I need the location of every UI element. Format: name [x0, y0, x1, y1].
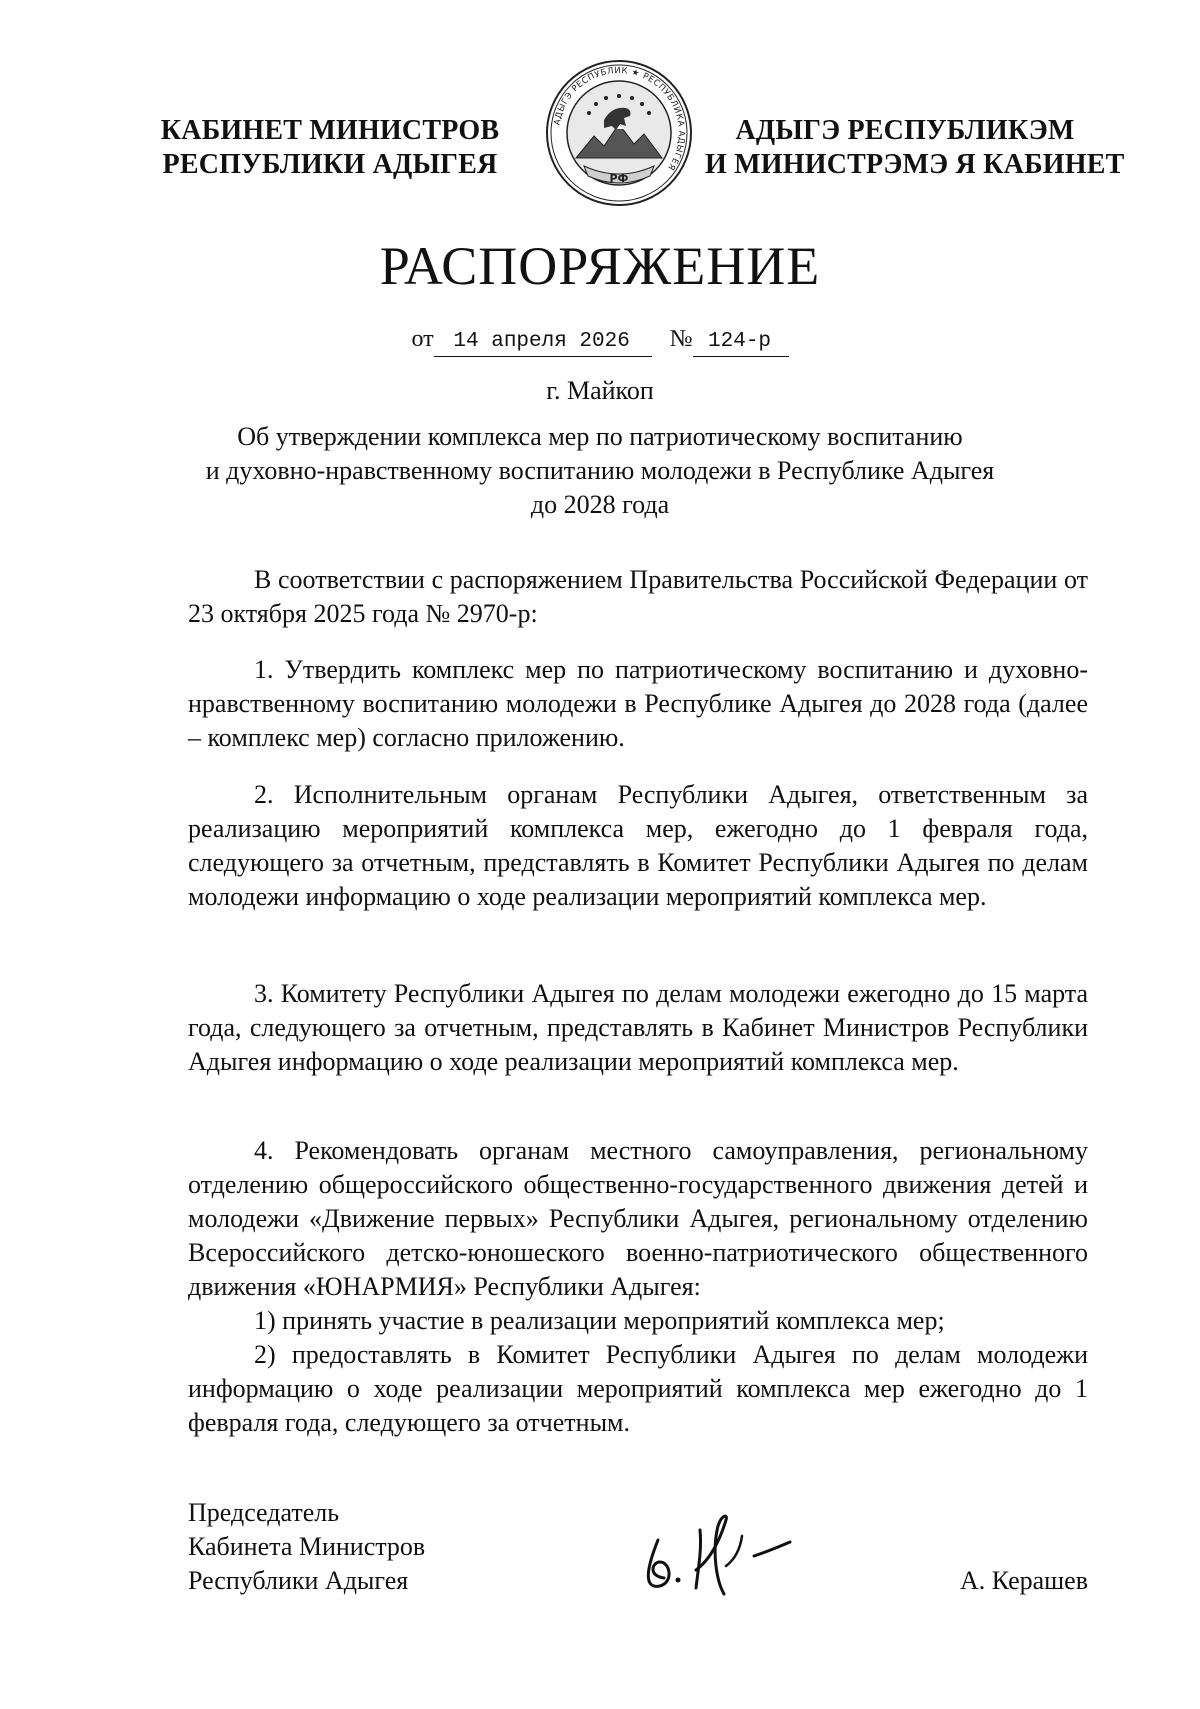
subject-line-3: до 2028 года	[530, 490, 670, 519]
paragraph-1-text: 1. Утвердить комплекс мер по патриотическому воспитанию и духовно-нравственному воспитанию молодежи в Республике Адыгея до 2028 года (далее – комплекс мер) согласно приложению.	[188, 655, 1088, 752]
handwritten-signature-icon	[630, 1490, 830, 1600]
paragraph-4-text: 4. Рекомендовать органам местного самоуправления, региональному отделению общероссийского общественно-государственного движения детей и молодежи «Движение первых» Республики Адыгея, региональному отделению Всероссийского детско-юношеского военно-патриотического общественного движения «ЮНАРМИЯ» Республики Адыгея:	[188, 1136, 1088, 1301]
paragraph-2	[188, 778, 1088, 914]
paragraph-1	[188, 653, 1088, 755]
svg-text:РФ: РФ	[609, 172, 629, 185]
header-issuer-adyghe	[705, 114, 1125, 182]
preamble-paragraph	[188, 563, 1088, 631]
preamble-text: В соответствии с распоряжением Правительства Российской Федерации от 23 октября 2025 года № 2970-р:	[188, 565, 1088, 628]
document-number: 124-р	[693, 329, 789, 357]
paragraph-3	[188, 977, 1088, 1079]
header-right-line-2: И МИНИСТРЭМЭ Я КАБИНЕТ	[705, 149, 1125, 180]
paragraph-4-item-2: 2) предоставлять в Комитет Республики Адыгея по делам молодежи информацию о ходе реализации мероприятий комплекса мер ежегодно до 1 февраля года, следующего за отчетным.	[188, 1340, 1088, 1437]
subject-line-1: Об утверждении комплекса мер по патриотическому воспитанию	[237, 422, 963, 451]
document-title: РАСПОРЯЖЕНИЕ	[379, 236, 821, 296]
registration-line	[0, 324, 1200, 357]
paragraph-4-item-1: 1) принять участие в реализации мероприятий комплекса мер;	[254, 1306, 945, 1335]
position-line-2: Кабинета Министров	[188, 1532, 426, 1561]
signatory-position	[188, 1496, 425, 1598]
document-subject	[160, 420, 1040, 522]
header-right-line-1: АДЫГЭ РЕСПУБЛИКЭМ	[735, 115, 1075, 146]
subject-line-2: и духовно-нравственному воспитанию молодежи в Республике Адыгея	[205, 456, 995, 485]
position-line-1: Председатель	[188, 1498, 340, 1527]
paragraph-3-text: 3. Комитету Республики Адыгея по делам молодежи ежегодно до 15 марта года, следующего за отчетным, представлять в Кабинет Министров Республики Адыгея информацию о ходе реализации мероприятий комплекса мер.	[188, 979, 1088, 1076]
paragraph-4	[188, 1134, 1088, 1440]
header-left-line-2: РЕСПУБЛИКИ АДЫГЕЯ	[162, 149, 498, 180]
paragraph-2-text: 2. Исполнительным органам Республики Адыгея, ответственным за реализацию мероприятий комплекса мер, ежегодно до 1 февраля года, следующего за отчетным, представлять в Комитет Республики Адыгея по делам молодежи информацию о ходе реализации мероприятий комплекса мер.	[188, 780, 1088, 911]
position-line-3: Республики Адыгея	[188, 1566, 409, 1595]
number-prefix: №	[669, 326, 693, 352]
date-prefix: от	[411, 326, 434, 352]
republic-of-adygea-emblem-icon	[544, 58, 694, 208]
svg-text:АДЫГЭ РЕСПУБЛИК ★ РЕСПУБЛИКА А: АДЫГЭ РЕСПУБЛИК ★ РЕСПУБЛИКА АДЫГЕЯ	[552, 65, 687, 173]
header-left-line-1: КАБИНЕТ МИНИСТРОВ	[160, 115, 500, 146]
signatory-name: А. Керашев	[959, 1566, 1088, 1595]
document-date: 14 апреля 2026	[434, 329, 652, 357]
city: г. Майкоп	[546, 376, 654, 405]
header-issuer-russian	[150, 114, 510, 182]
